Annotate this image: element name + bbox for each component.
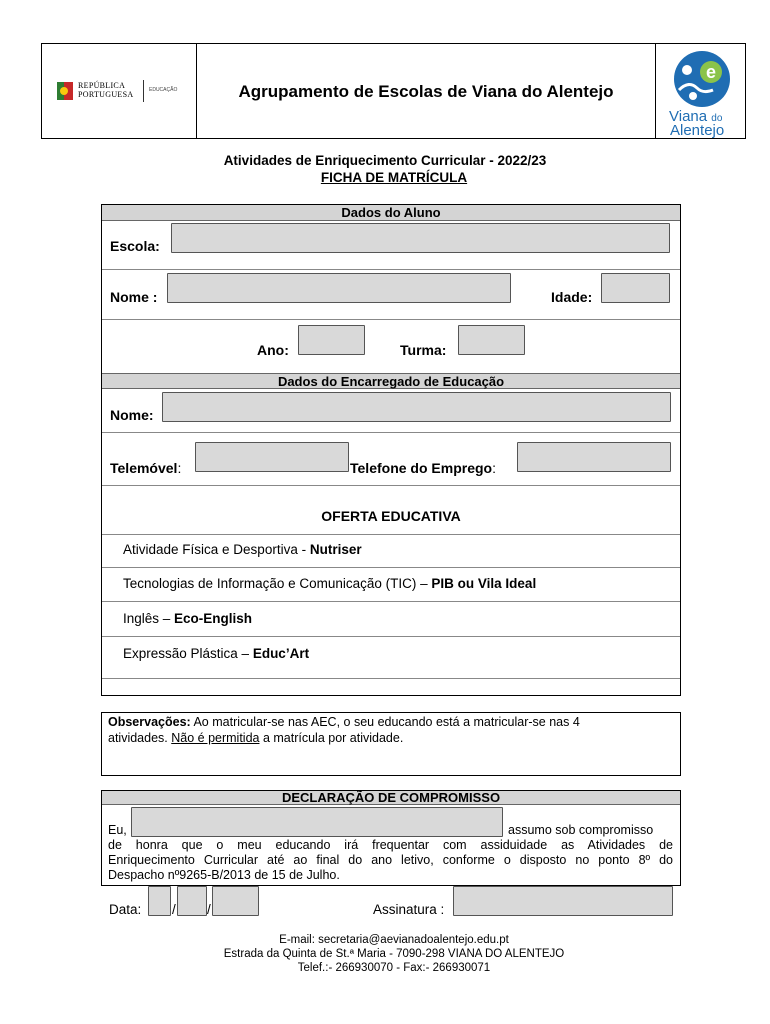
telemovel-field[interactable] [195, 442, 349, 472]
republica-tag: EDUCAÇÃO [149, 87, 178, 93]
idade-field[interactable] [601, 273, 670, 303]
oferta-title: OFERTA EDUCATIVA [321, 508, 461, 524]
subtitle-line1: Atividades de Enriquecimento Curricular - 2022/23 [223, 153, 547, 168]
declaracao-eu: Eu, [108, 823, 127, 837]
turma-label: Turma: [400, 342, 447, 358]
observacoes-line1: Observações: Ao matricular-se nas AEC, o seu educando está a matricular-se nas 4 [108, 715, 580, 729]
data-label: Data: [109, 902, 142, 917]
divider-enc-nome [102, 432, 680, 433]
escola-field[interactable] [171, 223, 670, 253]
divider-oferta-1 [102, 567, 680, 568]
viana-word2: do [711, 113, 723, 124]
nome-aluno-label: Nome : [110, 289, 158, 305]
telemovel-colon: : [177, 460, 182, 476]
footer-email: E-mail: secretaria@aevianadoalentejo.edu.pt [279, 934, 509, 946]
declaracao-band: DECLARAÇÃO DE COMPROMISSO [102, 791, 680, 805]
school-title: Agrupamento de Escolas de Viana do Alentejo [238, 82, 614, 101]
footer-address: Estrada da Quinta de St.ª Maria - 7090-298 VIANA DO ALENTEJO [223, 948, 565, 960]
turma-field[interactable] [458, 325, 525, 355]
oferta-item-3: Inglês – Eco-English [123, 611, 253, 626]
viana-word3: Alentejo [670, 122, 725, 139]
nome-aluno-field[interactable] [167, 273, 511, 303]
idade-label: Idade: [551, 289, 593, 305]
data-slash-1: / [172, 902, 176, 917]
svg-text:e: e [705, 62, 717, 82]
assinatura-field[interactable] [453, 886, 673, 916]
viana-logo [662, 50, 742, 138]
ano-label: Ano: [257, 342, 289, 358]
divider-telefones [102, 485, 680, 486]
telefone-emprego-field[interactable] [517, 442, 671, 472]
escola-label: Escola: [110, 238, 160, 254]
divider-oferta [102, 534, 680, 535]
viana-emblem-icon [667, 50, 737, 108]
data-ano-field[interactable] [212, 886, 259, 916]
telefone-emprego-label: Telefone do Emprego: [350, 460, 496, 476]
viana-word1: Viana do [669, 108, 723, 125]
divider-oferta-2 [102, 601, 680, 602]
oferta-item-1: Atividade Física e Desportiva - Nutriser [123, 542, 362, 557]
nome-encarregado-label: Nome: [110, 407, 154, 423]
dados-aluno-band: Dados do Aluno [102, 205, 680, 221]
dados-encarregado-band: Dados do Encarregado de Educação [102, 373, 680, 389]
declaracao-line2: de honra que o meu educando irá frequentar com assiduidade as Atividades de [108, 838, 673, 852]
divider-oferta-4 [102, 678, 680, 679]
telefone-emprego-colon: : [492, 460, 496, 476]
subtitle-line2: FICHA DE MATRÍCULA [320, 170, 468, 185]
republica-line2: PORTUGUESA [78, 90, 134, 99]
data-dia-field[interactable] [148, 886, 171, 916]
observacoes-line2: atividades. Não é permitida a matrícula por atividade. [108, 731, 404, 745]
observacoes-underlined: Não é permitida [171, 731, 260, 745]
divider-oferta-3 [102, 636, 680, 637]
republica-separator [143, 80, 144, 102]
footer-phone: Telef.:- 266930070 - Fax:- 266930071 [297, 962, 491, 974]
header-divider-right [655, 43, 656, 139]
data-mes-field[interactable] [177, 886, 207, 916]
divider-escola [102, 269, 680, 270]
republica-emblem-icon [57, 82, 73, 100]
republica-logo [57, 80, 187, 102]
assinatura-label: Assinatura : [373, 902, 445, 917]
divider-nome [102, 319, 680, 320]
ano-field[interactable] [298, 325, 365, 355]
nome-encarregado-field[interactable] [162, 392, 671, 422]
republica-line1: REPÚBLICA [78, 81, 126, 90]
declaracao-nome-field[interactable] [131, 807, 503, 837]
declaracao-assumo: assumo sob compromisso [508, 823, 654, 837]
oferta-item-4: Expressão Plástica – Educ’Art [123, 646, 310, 661]
data-slash-2: / [207, 902, 211, 917]
oferta-item-2: Tecnologias de Informação e Comunicação (TIC) – PIB ou Vila Ideal [123, 576, 537, 591]
telemovel-label: Telemóvel: [110, 460, 182, 476]
declaracao-line3: Enriquecimento Curricular até ao final do ano letivo, conforme o disposto no ponto 8º do [108, 853, 673, 867]
declaracao-line4: Despacho nº9265-B/2013 de 15 de Julho. [108, 868, 340, 882]
